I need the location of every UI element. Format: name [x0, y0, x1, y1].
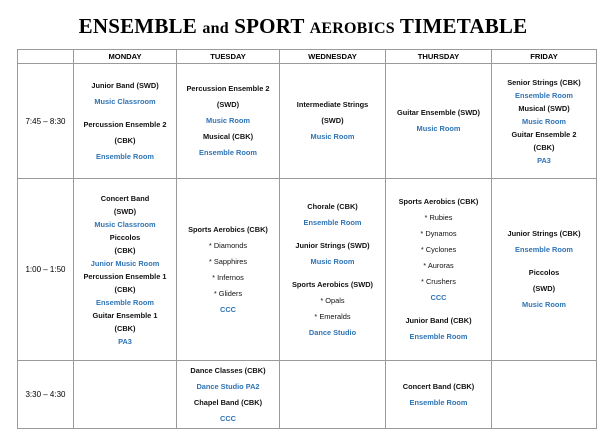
- timetable-table: [17, 49, 597, 429]
- team-line: * Dynamos: [420, 229, 457, 238]
- day-header: MONDAY: [74, 50, 177, 64]
- header-row: [18, 50, 597, 64]
- schedule-cell: [177, 361, 280, 429]
- team-line: * Diamonds: [208, 240, 248, 250]
- spacer: [492, 258, 596, 265]
- schedule-cell: [74, 179, 177, 361]
- title-word-sport: SPORT: [234, 14, 305, 38]
- activity-line: (SWD): [113, 206, 137, 216]
- schedule-cell: [492, 361, 597, 429]
- team-line: * Crushers: [421, 277, 456, 286]
- activity-line: Guitar Ensemble 1: [92, 310, 158, 320]
- schedule-cell: [386, 361, 492, 429]
- activity-line: (SWD): [321, 116, 344, 125]
- team-line: * Auroras: [423, 261, 454, 270]
- activity-line: Concert Band: [100, 193, 150, 203]
- activity-line: Sports Aerobics (CBK): [188, 224, 268, 234]
- activity-line: Intermediate Strings: [296, 100, 369, 109]
- room-line: Ensemble Room: [96, 297, 154, 307]
- activity-line: (CBK): [533, 142, 555, 152]
- activity-line: (SWD): [532, 284, 556, 293]
- team-line: * Infernos: [212, 272, 244, 282]
- spacer: [386, 306, 491, 313]
- activity-line: Senior Strings (CBK): [507, 77, 581, 87]
- activity-line: Sports Aerobics (SWD): [291, 279, 374, 289]
- activity-line: Dance Classes (CBK): [190, 365, 266, 375]
- room-line: PA3: [537, 155, 551, 165]
- room-line: PA3: [118, 336, 132, 346]
- activity-line: (CBK): [114, 245, 136, 255]
- activity-line: Concert Band (CBK): [402, 381, 475, 391]
- team-line: * Gliders: [213, 288, 243, 298]
- room-line: Music Room: [310, 256, 355, 266]
- spacer: [280, 270, 385, 277]
- room-line: CCC: [219, 304, 236, 314]
- room-line: Music Room: [416, 124, 461, 133]
- activity-line: Guitar Ensemble 2: [511, 129, 577, 139]
- spacer: [74, 110, 176, 117]
- schedule-cell: [74, 64, 177, 179]
- time-cell: 3:30 – 4:30: [18, 361, 74, 429]
- time-cell: 7:45 – 8:30: [18, 64, 74, 179]
- corner-cell: [18, 50, 74, 64]
- activity-line: Guitar Ensemble (SWD): [397, 108, 480, 117]
- room-line: Ensemble Room: [515, 245, 573, 254]
- room-line: CCC: [430, 293, 447, 302]
- team-line: * Sapphires: [208, 256, 248, 266]
- team-line: * Emeralds: [314, 311, 351, 321]
- schedule-cell: [386, 179, 492, 361]
- schedule-cell: [280, 64, 386, 179]
- page-title: [0, 14, 606, 39]
- activity-line: Junior Strings (CBK): [507, 229, 581, 238]
- schedule-cell: [280, 361, 386, 429]
- activity-line: (SWD): [216, 100, 240, 109]
- schedule-cell: [492, 64, 597, 179]
- activity-line: Musical (CBK): [202, 132, 254, 141]
- activity-line: Percussion Ensemble 2: [186, 84, 270, 93]
- room-line: Ensemble Room: [409, 397, 468, 407]
- team-line: * Cyclones: [420, 245, 457, 254]
- activity-line: Chapel Band (CBK): [193, 397, 263, 407]
- day-header: TUESDAY: [177, 50, 280, 64]
- title-word-and: and: [202, 20, 229, 37]
- day-header: WEDNESDAY: [280, 50, 386, 64]
- room-line: Music Room: [310, 132, 355, 141]
- room-line: Music Room: [206, 116, 250, 125]
- schedule-cell: [280, 179, 386, 361]
- activity-line: (CBK): [114, 284, 136, 294]
- title-word-timetable: TIMETABLE: [399, 14, 528, 38]
- room-line: CCC: [219, 413, 236, 423]
- title-word-ensemble: ENSEMBLE: [78, 14, 197, 38]
- schedule-cell: [177, 64, 280, 179]
- team-line: * Opals: [320, 295, 345, 305]
- activity-line: Piccolos: [109, 232, 141, 242]
- room-line: Music Classroom: [94, 96, 156, 106]
- activity-line: Percussion Ensemble 1: [83, 271, 167, 281]
- title-word-aerobics: AEROBICS: [309, 20, 395, 37]
- activity-line: Junior Strings (SWD): [295, 240, 370, 250]
- activity-line: Junior Band (SWD): [91, 80, 159, 90]
- room-line: Ensemble Room: [303, 217, 362, 227]
- room-line: Junior Music Room: [90, 258, 160, 268]
- timetable-row: [18, 64, 597, 179]
- activity-line: Musical (SWD): [518, 103, 570, 113]
- timetable-row: [18, 361, 597, 429]
- schedule-cell: [177, 179, 280, 361]
- day-header: THURSDAY: [386, 50, 492, 64]
- spacer: [280, 231, 385, 238]
- schedule-cell: [492, 179, 597, 361]
- room-line: Dance Studio: [308, 327, 357, 337]
- room-line: Ensemble Room: [199, 148, 257, 157]
- activity-line: Sports Aerobics (CBK): [398, 197, 479, 206]
- room-line: Music Classroom: [94, 219, 156, 229]
- schedule-cell: [74, 361, 177, 429]
- activity-line: Piccolos: [528, 268, 560, 277]
- room-line: Ensemble Room: [409, 332, 468, 341]
- timetable-row: [18, 179, 597, 361]
- activity-line: Chorale (CBK): [307, 201, 358, 211]
- schedule-cell: [386, 64, 492, 179]
- team-line: * Rubies: [424, 213, 453, 222]
- room-line: Music Room: [522, 300, 566, 309]
- day-header: FRIDAY: [492, 50, 597, 64]
- activity-line: (CBK): [114, 323, 136, 333]
- room-line: Music Room: [522, 116, 566, 126]
- room-line: Dance Studio PA2: [196, 381, 260, 391]
- time-cell: 1:00 – 1:50: [18, 179, 74, 361]
- room-line: Ensemble Room: [515, 90, 573, 100]
- activity-line: (CBK): [114, 135, 136, 145]
- activity-line: Junior Band (CBK): [405, 316, 472, 325]
- activity-line: Percussion Ensemble 2: [83, 119, 167, 129]
- room-line: Ensemble Room: [96, 151, 154, 161]
